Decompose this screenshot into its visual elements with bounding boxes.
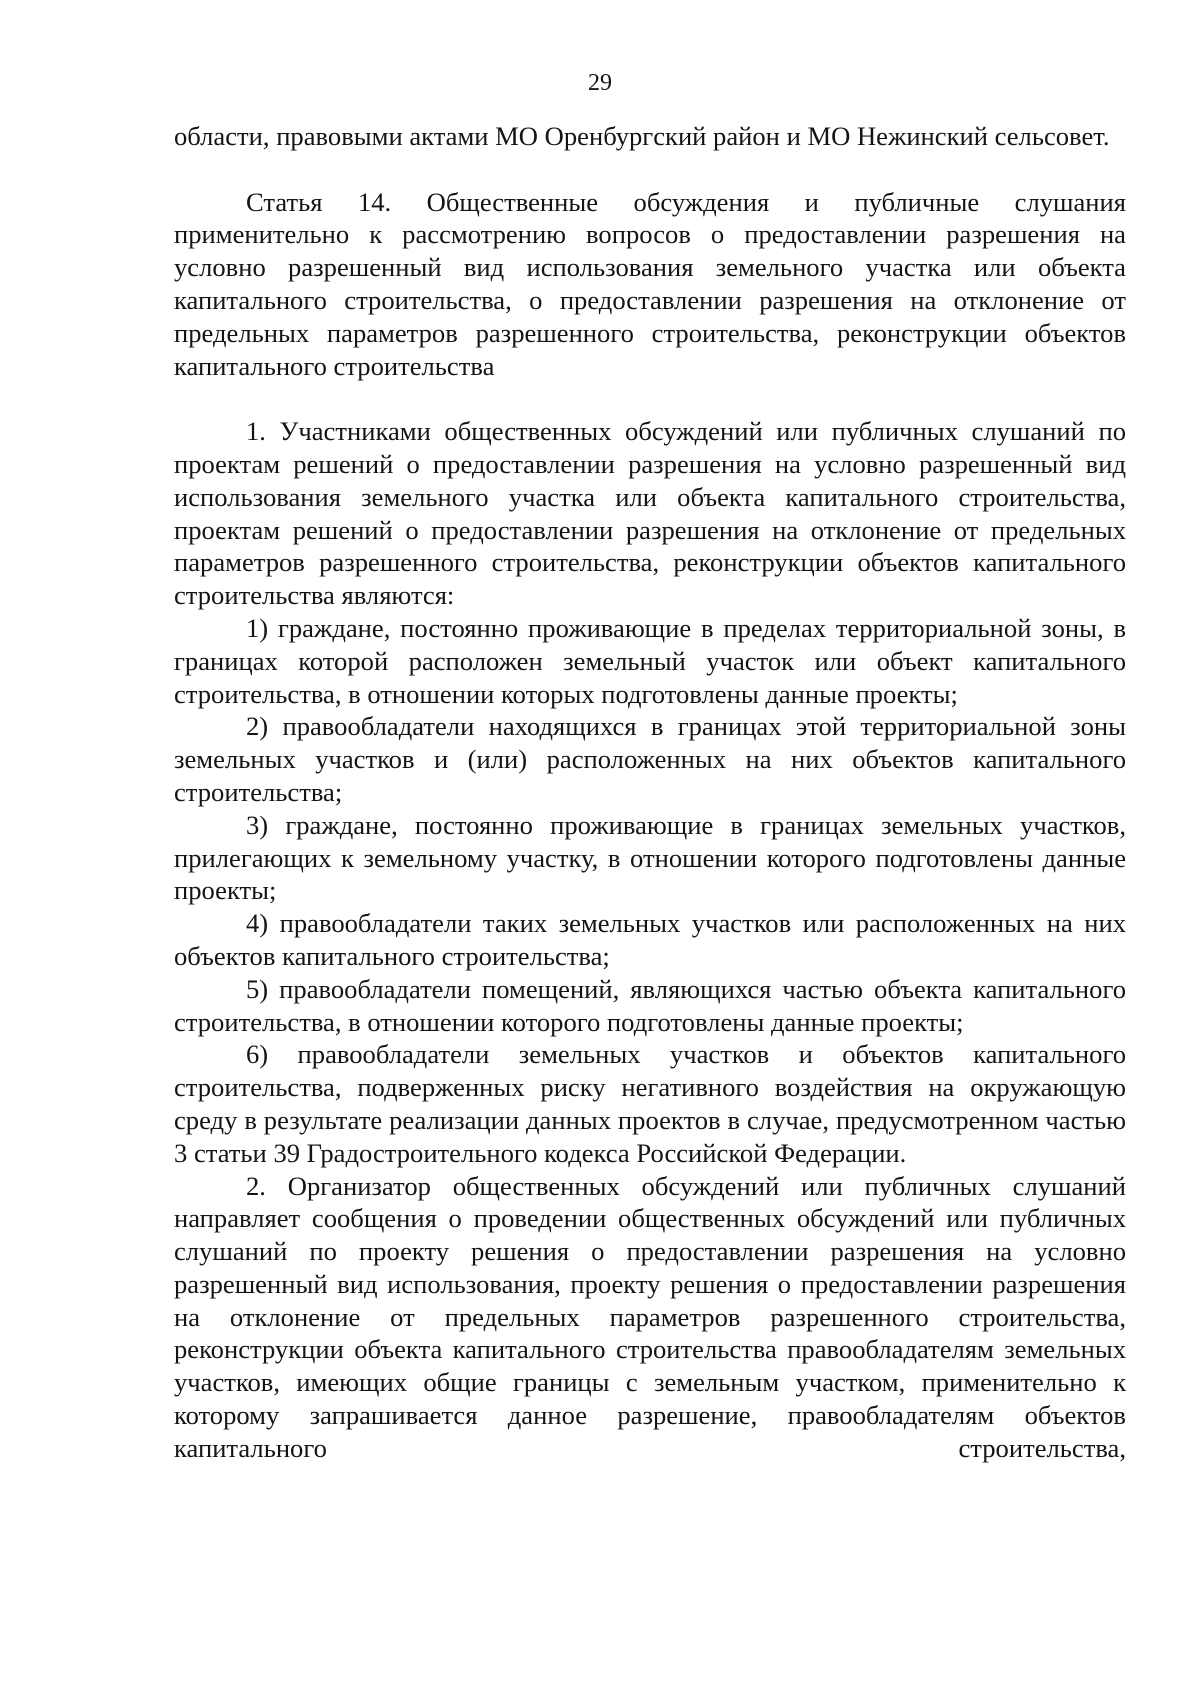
document-body bbox=[174, 120, 1126, 1465]
page-number: 29 bbox=[588, 70, 612, 96]
subitem-1-paragraph: 1) граждане, постоянно проживающие в пределах территориальной зоны, в границах которой расположен земельный участок или объект капитального строительства, в отношении которых подготовлены данные проекты; bbox=[174, 612, 1126, 709]
subitem-5-paragraph: 5) правообладатели помещений, являющихся частью объекта капитального строительства, в отношении которого подготовлены данные проекты; bbox=[174, 973, 1126, 1037]
article-14-title: Статья 14. Общественные обсуждения и публичные слушания применительно к рассмотрению вопросов о предоставлении разрешения на условно разрешенный вид использования земельного участка или объекта капитального строительства, о предоставлении разрешения на отклонение от предельных параметров разрешенного строительства, реконструкции объектов капитального строительства bbox=[174, 186, 1126, 381]
intro-paragraph: области, правовыми актами МО Оренбургский район и МО Нежинский сельсовет. bbox=[174, 121, 1110, 151]
item-2-paragraph: 2. Организатор общественных обсуждений или публичных слушаний направляет сообщения о проведении общественных обсуждений или публичных слушаний по проекту решения о предоставлении разрешения на условно разрешенный вид использования, проекту решения о предоставлении разрешения на отклонение от предельных параметров разрешенного строительства, реконструкции объекта капитального строительства правообладателям земельных участков, имеющих общие границы с земельным участком, применительно к которому запрашивается данное разрешение, правообладателям объектов капитального строительства, bbox=[174, 1170, 1126, 1463]
item-1-paragraph: 1. Участниками общественных обсуждений или публичных слушаний по проектам решений о предоставлении разрешения на условно разрешенный вид использования земельного участка или объекта капитального строительства, проектам решений о предоставлении разрешения на отклонение от предельных параметров разрешенного строительства, реконструкции объектов капитального строительства являются: bbox=[174, 416, 1126, 611]
subitem-4-paragraph: 4) правообладатели таких земельных участков или расположенных на них объектов капитального строительства; bbox=[174, 908, 1126, 971]
subitem-2-paragraph: 2) правообладатели находящихся в границах этой территориальной зоны земельных участков и (или) расположенных на них объектов капитального строительства; bbox=[174, 711, 1126, 807]
subitem-3-paragraph: 3) граждане, постоянно проживающие в границах земельных участков, прилегающих к земельному участку, в отношении которого подготовлены данные проекты; bbox=[174, 809, 1126, 906]
subitem-6-paragraph: 6) правообладатели земельных участков и объектов капитального строительства, подверженных риску негативного воздействия на окружающую среду в результате реализации данных проектов в случае, предусмотренном частью 3 статьи 39 Градостроительного кодекса Российской Федерации. bbox=[174, 1039, 1126, 1168]
